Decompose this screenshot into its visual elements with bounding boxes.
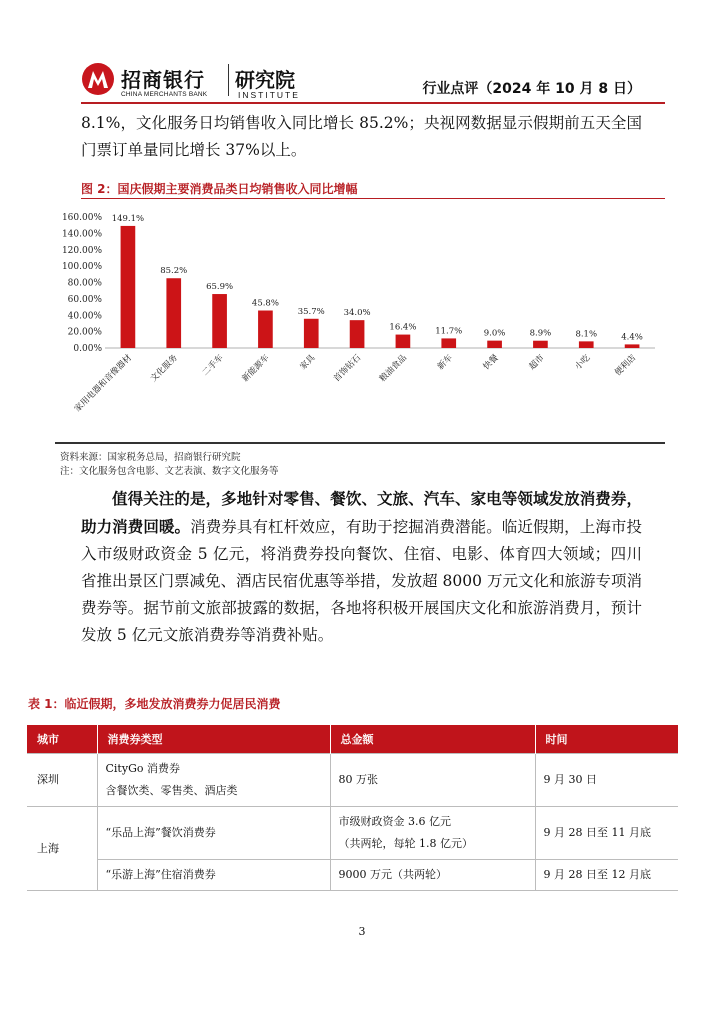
x-tick-label: 家具 <box>298 353 318 373</box>
y-tick-label: 120.00% <box>61 245 102 256</box>
bar <box>304 319 319 348</box>
table-row <box>27 860 678 891</box>
bar <box>533 341 548 348</box>
x-tick-label: 快餐 <box>481 353 501 373</box>
data-label: 45.8% <box>251 298 279 309</box>
data-label: 8.1% <box>575 329 598 340</box>
report-type-date: 行业点评（2024 年 10 月 8 日） <box>422 81 641 97</box>
bar <box>441 338 456 348</box>
header-time: 时间 <box>535 725 678 754</box>
data-label: 149.1% <box>111 213 145 224</box>
y-tick-label: 0.00% <box>73 344 102 354</box>
y-tick-label: 80.00% <box>67 278 102 289</box>
cell-amount <box>330 807 535 860</box>
header-city: 城市 <box>27 725 97 754</box>
y-tick-label: 160.00% <box>61 213 102 223</box>
x-tick-label: 粮油食品 <box>377 353 410 385</box>
x-tick-label: 文化服务 <box>148 353 180 385</box>
y-tick-label: 40.00% <box>67 311 102 322</box>
bank-name-en: CHINA MERCHANTS BANK <box>121 91 208 98</box>
x-tick-label: 家用电器和音像器材 <box>72 353 135 415</box>
figure-title-rule <box>81 198 665 199</box>
type-line: CityGo 消费券 <box>105 762 180 775</box>
header-amount: 总金额 <box>330 725 535 754</box>
data-label: 11.7% <box>435 326 463 337</box>
data-label: 9.0% <box>483 328 506 339</box>
table-row <box>27 807 678 860</box>
bar <box>625 344 640 348</box>
figure-note: 注：文化服务包含电影、文艺表演、数字文化服务等 <box>60 466 279 477</box>
voucher-table <box>27 725 678 891</box>
cell-time: 9 月 30 日 <box>535 754 678 807</box>
bank-name: 招商银行 <box>121 68 205 92</box>
header-type: 消费券类型 <box>97 725 330 754</box>
cell-type: “乐游上海”住宿消费券 <box>97 860 330 891</box>
paragraph-continuation <box>81 110 642 164</box>
y-tick-label: 140.00% <box>61 229 102 240</box>
y-tick-label: 100.00% <box>61 262 102 273</box>
bar <box>212 294 227 348</box>
data-label: 35.7% <box>297 306 325 317</box>
page-number: 3 <box>358 925 366 938</box>
bar-chart <box>55 200 665 442</box>
x-tick-label: 小吃 <box>573 353 593 373</box>
table-title: 表 1：临近假期，多地发放消费券力促居民消费 <box>28 697 281 711</box>
paragraph-consumption-vouchers <box>81 485 642 649</box>
cmb-logo-icon <box>81 62 115 96</box>
institute-name-en: INSTITUTE <box>238 90 300 100</box>
bar <box>166 278 181 348</box>
header-separator <box>228 64 229 96</box>
cell-time: 9 月 28 日至 11 月底 <box>535 807 678 860</box>
amount-line: （共两轮，每轮 1.8 亿元） <box>338 837 473 850</box>
cell-time: 9 月 28 日至 12 月底 <box>535 860 678 891</box>
paragraph-1-text: 8.1%，文化服务日均销售收入同比增长 85.2%；央视网数据显示假期前五天全国门票订单量同比增长 37%以上。 <box>81 114 642 159</box>
type-line: 含餐饮类、零售类、酒店类 <box>105 784 238 797</box>
x-tick-label: 新车 <box>435 353 455 373</box>
cell-amount: 9000 万元（共两轮） <box>330 860 535 891</box>
paragraph-2-lead: 值得关注的是，多地针对零售、餐饮、文旅、汽车、家电等领域发放消费券，助力消费回暖。 <box>81 489 642 536</box>
bar <box>579 341 594 348</box>
data-label: 85.2% <box>160 266 188 277</box>
y-tick-label: 20.00% <box>67 327 102 338</box>
bar <box>121 226 136 348</box>
amount-line: 市级财政资金 3.6 亿元 <box>338 815 451 828</box>
bar <box>350 320 365 348</box>
figure-title: 图 2：国庆假期主要消费品类日均销售收入同比增幅 <box>81 182 358 196</box>
cell-city: 深圳 <box>27 754 97 807</box>
data-label: 8.9% <box>529 328 552 339</box>
data-label: 65.9% <box>206 282 234 293</box>
x-tick-label: 新能源车 <box>240 353 272 385</box>
table-row <box>27 754 678 807</box>
data-label: 4.4% <box>621 332 643 343</box>
bar <box>258 311 273 348</box>
paragraph-2-body: 消费券具有杠杆效应，有助于挖掘消费潜能。临近假期，上海市投入市级财政资金 5 亿元，将消费券投向餐饮、住宿、电影、体育四大领域；四川省推出景区门票减免、酒店民宿优惠等举措，发放超 8000 万元文化和旅游专项消费券等。据节前文旅部披露的数据，各地将积极开展国庆文化和旅游消费月，预计发放 5 亿元文旅消费券等消费补贴。 <box>81 518 642 644</box>
bar <box>396 335 411 348</box>
figure-source: 资料来源：国家税务总局，招商银行研究院 <box>60 452 241 463</box>
y-tick-label: 60.00% <box>67 294 102 305</box>
table-header-row <box>27 725 678 754</box>
data-label: 16.4% <box>389 322 417 333</box>
x-tick-label: 首饰钻石 <box>332 353 364 385</box>
cell-city: 上海 <box>27 807 97 891</box>
x-tick-label: 超市 <box>527 353 547 373</box>
x-tick-label: 便利店 <box>613 353 639 379</box>
bar <box>487 341 502 348</box>
cell-type: “乐品上海”餐饮消费券 <box>97 807 330 860</box>
header-rule <box>81 102 665 104</box>
cell-amount: 80 万张 <box>330 754 535 807</box>
cell-type <box>97 754 330 807</box>
data-label: 34.0% <box>343 308 371 319</box>
x-tick-label: 二手车 <box>200 353 226 379</box>
figure-bottom-rule <box>55 442 665 444</box>
institute-name: 研究院 <box>235 68 295 92</box>
